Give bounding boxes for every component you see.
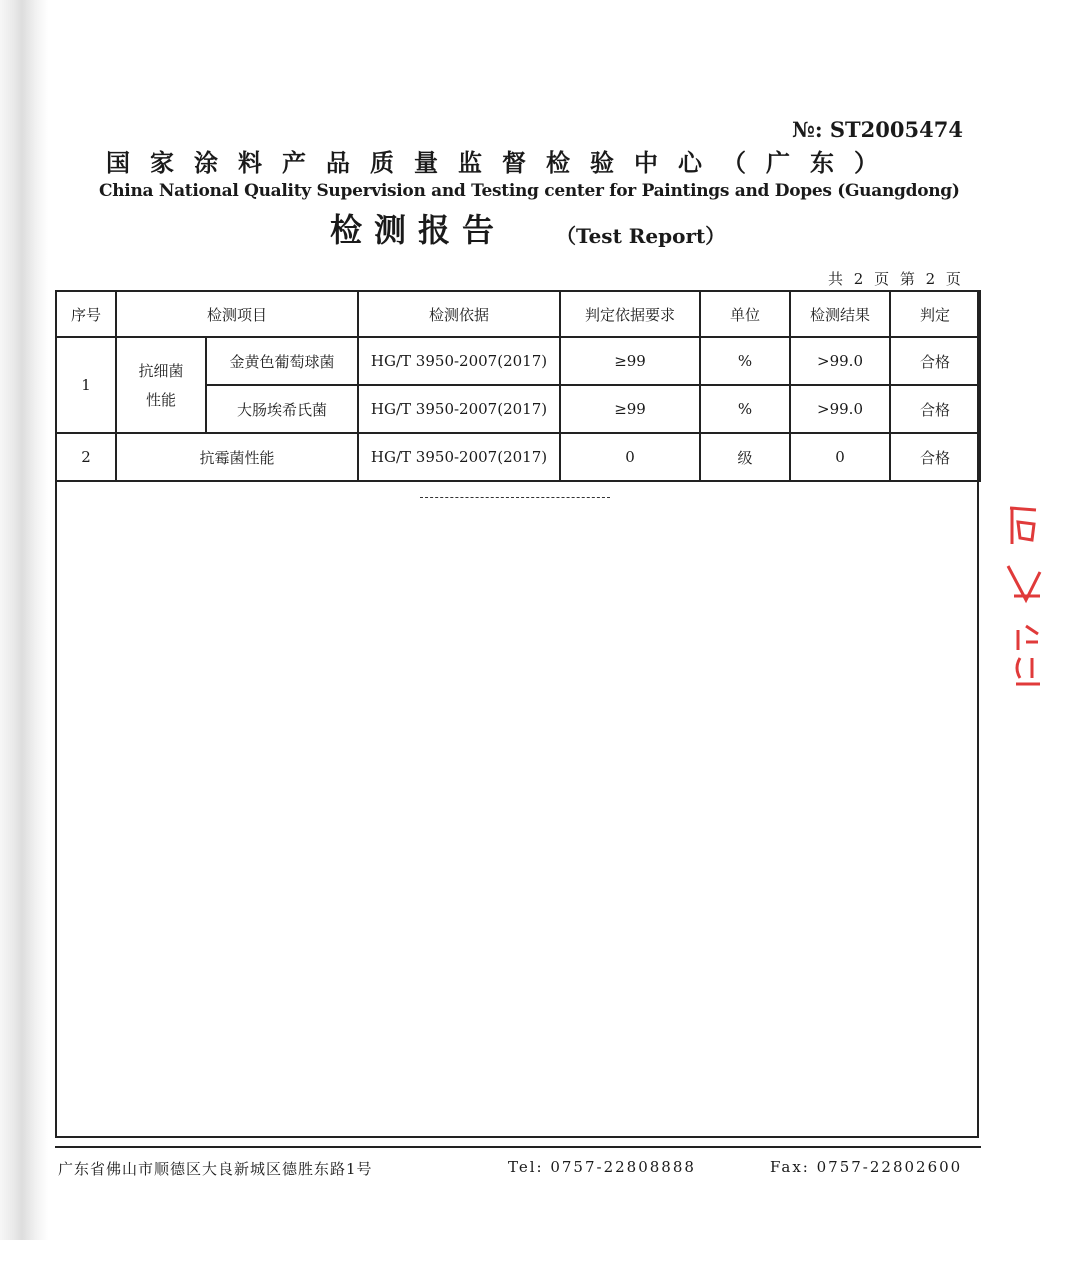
row-number: 1 [56,337,116,433]
organization-title-en: China National Quality Supervision and Testing center for Paintings and Dopes (Guangdong) [99,181,960,201]
test-unit: 级 [700,433,790,481]
organization-title-cn: 国家涂料产品质量监督检验中心（广东） [106,148,898,177]
results-table [55,290,981,482]
test-requirement: ≥99 [560,337,700,385]
scan-edge-shadow [0,0,48,1283]
test-unit: % [700,385,790,433]
header-unit: 单位 [700,291,790,337]
test-judgement: 合格 [890,385,980,433]
header-result: 检测结果 [790,291,890,337]
test-judgement: 合格 [890,337,980,385]
test-category-line1: 抗细菌 [138,362,184,380]
header-judgement: 判定 [890,291,980,337]
seal-stamp-icon [1004,500,1044,690]
table-header-row [56,291,980,337]
test-basis: HG/T 3950-2007(2017) [358,337,560,385]
header-item: 检测项目 [116,291,358,337]
header-basis: 检测依据 [358,291,560,337]
footer-rule [55,1146,981,1148]
test-requirement: 0 [560,433,700,481]
footer-address: 广东省佛山市顺德区大良新城区德胜东路1号 [58,1160,373,1178]
test-item: 金黄色葡萄球菌 [206,337,358,385]
row-number: 2 [56,433,116,481]
end-of-table-dash [420,497,610,498]
table-row [56,433,980,481]
footer-tel: Tel: 0757-22808888 [508,1158,696,1176]
report-title-cn: 检测报告 [330,211,507,249]
table-row [56,337,980,385]
test-category-line2: 性能 [145,391,176,409]
seal-stamp-fragment [1004,500,1044,690]
test-unit: % [700,337,790,385]
test-result: >99.0 [790,385,890,433]
page-bottom-margin [0,1240,1080,1283]
test-basis: HG/T 3950-2007(2017) [358,385,560,433]
test-result: 0 [790,433,890,481]
page-info: 共 2 页 第 2 页 [828,270,964,288]
footer-fax: Fax: 0757-22802600 [770,1158,963,1176]
test-judgement: 合格 [890,433,980,481]
test-requirement: ≥99 [560,385,700,433]
report-title-en: （Test Report） [556,224,726,248]
test-result: >99.0 [790,337,890,385]
header-no: 序号 [56,291,116,337]
header-requirement: 判定依据要求 [560,291,700,337]
test-basis: HG/T 3950-2007(2017) [358,433,560,481]
test-item: 大肠埃希氏菌 [206,385,358,433]
report-number: №: ST2005474 [792,117,963,142]
test-category [116,337,206,433]
test-item: 抗霉菌性能 [116,433,358,481]
